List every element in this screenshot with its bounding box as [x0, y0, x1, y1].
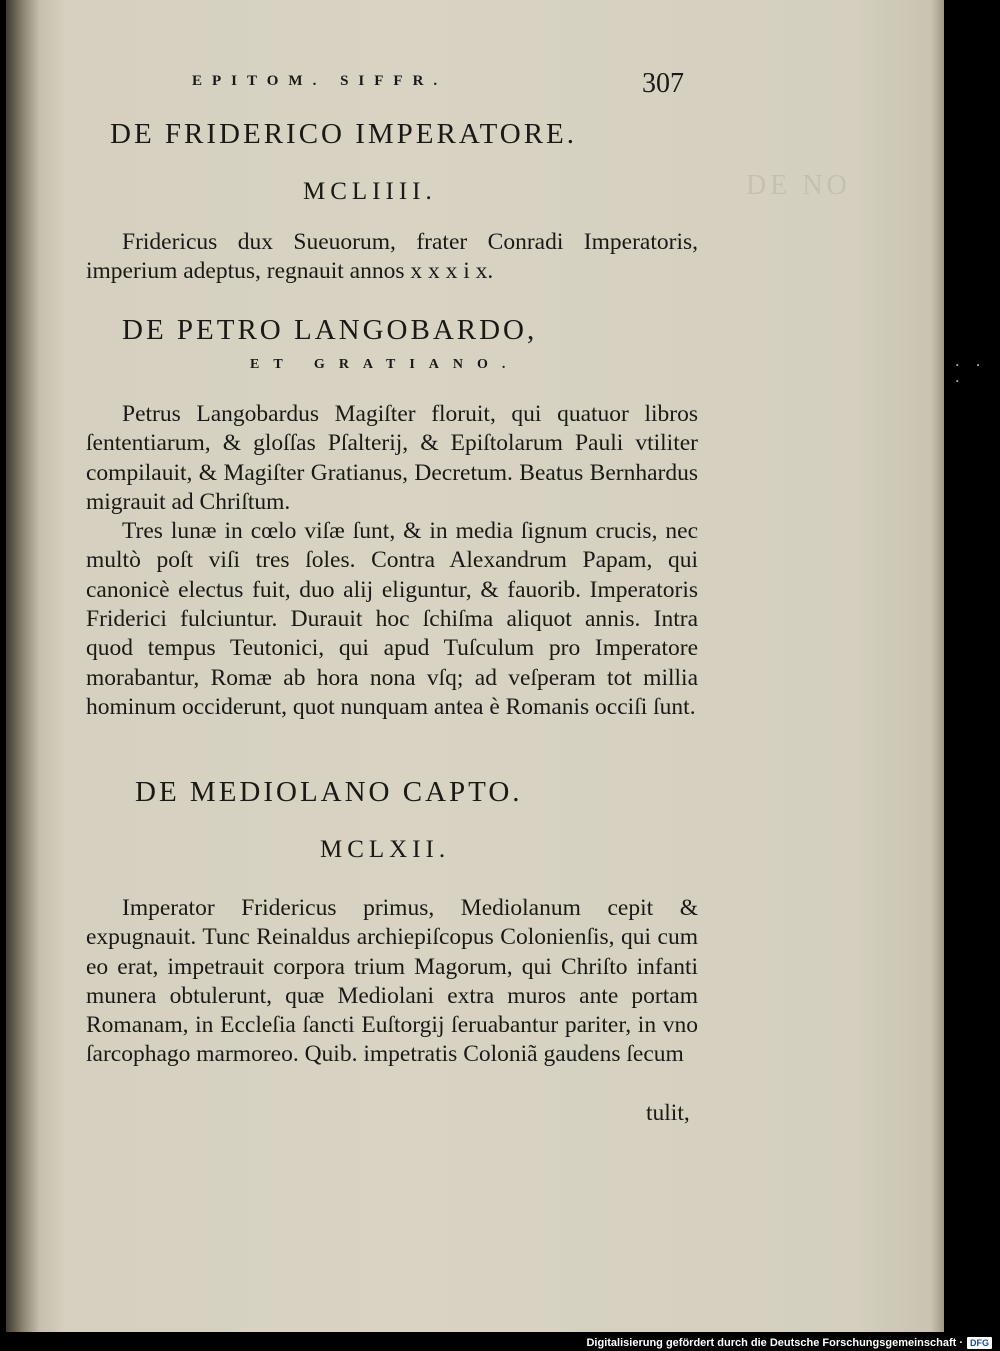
section-subheading-gratiano: ET GRATIANO.	[250, 357, 520, 372]
paragraph-mediolano	[86, 894, 698, 1070]
page-number: 307	[642, 68, 684, 99]
scan-edge-marks: · · ·	[955, 358, 987, 390]
paragraph-text: Fridericus dux Sueuorum, frater Conradi Imperatoris, imperium adeptus, regnauit annos x x x i x.	[86, 229, 698, 285]
paragraph-friderico	[86, 228, 698, 287]
dfg-logo-icon: DFG	[967, 1337, 992, 1349]
paragraph-text: Petrus Langobardus Magiſter floruit, qui quatuor libros ſententiarum, & gloſſas Pſalterij, & Epiſtolarum Pauli vtiliter compilauit, & Magiſter Gratianus, Decretum. Beatus Bernhardus migrauit ad Chriſtum.	[86, 401, 698, 515]
digitization-footer	[586, 1337, 992, 1349]
footer-text: Digitalisierung gefördert durch die Deutsche Forschungsgemeinschaft ·	[586, 1337, 963, 1349]
paragraph-text: Tres lunæ in cœlo viſæ ſunt, & in media ſignum crucis, nec multò poſt viſi tres ſoles. Contra Alexandrum Papam, qui canonicè electus fuit, duo alij eliguntur, & fauorib. Imperatoris Friderici fulciuntur. Durauit hoc ſchiſma aliquot annis. Intra quod tempus Teutonici, qui apud Tuſculum pro Imperatore morabantur, Romæ ab hora nona vſq; ad veſperam tot millia hominum occiderunt, quot nunquam antea è Romanis occiſi ſunt.	[86, 518, 698, 720]
book-page	[6, 0, 944, 1332]
section-heading-petro: DE PETRO LANGOBARDO,	[122, 314, 538, 346]
show-through-text: DE NO	[746, 170, 851, 201]
paragraph-petro	[86, 400, 698, 722]
section-year-mcliiii: MCLIIII.	[303, 178, 437, 205]
catchword: tulit,	[646, 1100, 690, 1126]
section-heading-mediolano: DE MEDIOLANO CAPTO.	[135, 776, 523, 808]
running-head: EPITOM. SIFFR.	[192, 73, 448, 89]
section-year-mclxii: MCLXII.	[320, 836, 451, 863]
section-heading-friderico: DE FRIDERICO IMPERATORE.	[110, 118, 578, 150]
paragraph-text: Imperator Fridericus primus, Mediolanum cepit & expugnauit. Tunc Reinaldus archiepiſcopus Colonienſis, qui cum eo erat, impetrauit corpora trium Magorum, qui Chriſto infanti munera obtulerunt, quæ Mediolani extra muros ante portam Romanam, in Eccleſia ſancti Euſtorgij ſeruabantur pariter, in vno ſarcophago marmoreo. Quib. impetratis Coloniã gaudens ſecum	[86, 895, 698, 1068]
